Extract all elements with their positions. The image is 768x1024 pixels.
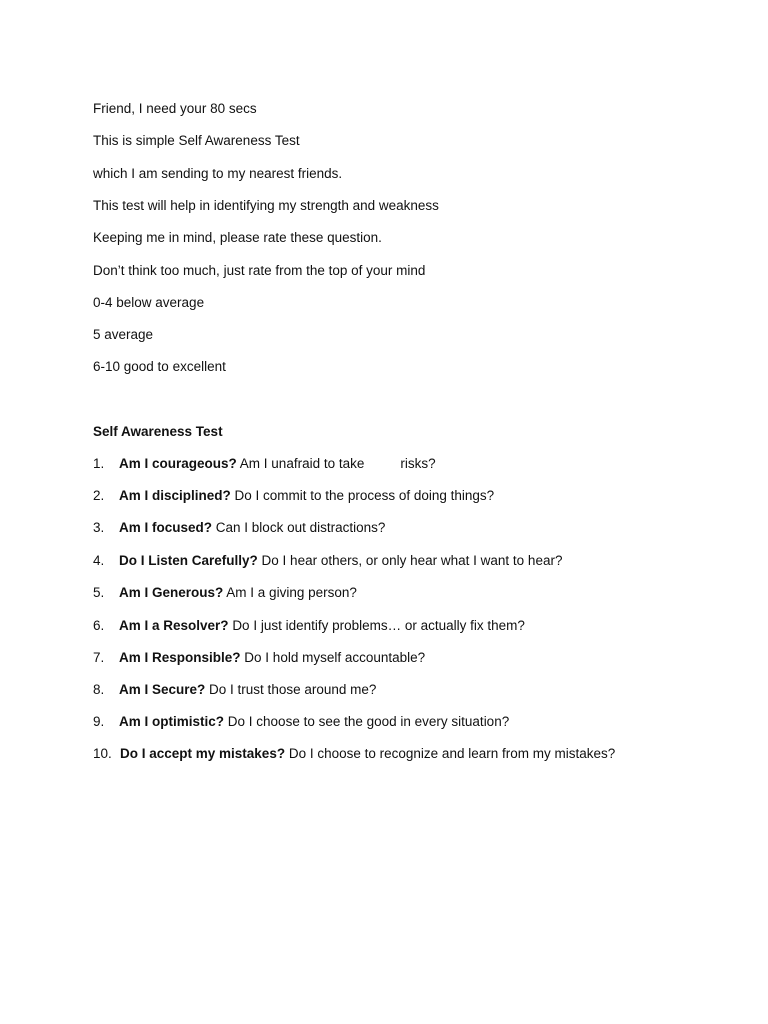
question-bold: Am I focused? (119, 520, 213, 535)
question-bold: Am I disciplined? (119, 488, 231, 503)
intro-line-5: Keeping me in mind, please rate these question. (93, 230, 382, 245)
question-row (93, 649, 425, 667)
question-number: 10. (93, 746, 112, 761)
question-text: Do I hear others, or only hear what I want to hear? (261, 553, 563, 568)
question-row (93, 745, 615, 763)
question-row (93, 617, 525, 635)
scale-good-to-excellent: 6-10 good to excellent (93, 359, 226, 374)
question-text: Am I unafraid to take (239, 456, 365, 471)
question-text: Can I block out distractions? (215, 520, 386, 535)
section-title: Self Awareness Test (93, 424, 223, 439)
question-text: Do I hold myself accountable? (244, 650, 426, 665)
intro-line-6: Don’t think too much, just rate from the top of your mind (93, 263, 426, 278)
scale-below-average: 0-4 below average (93, 295, 205, 310)
question-number: 1. (93, 456, 105, 471)
question-bold: Am I a Resolver? (119, 618, 229, 633)
question-bold: Do I Listen Carefully? (119, 553, 258, 568)
question-text: Do I commit to the process of doing things? (234, 488, 495, 503)
question-row (93, 487, 494, 505)
question-number: 7. (93, 650, 105, 665)
question-row (93, 584, 357, 602)
question-bold: Am I courageous? (119, 456, 237, 471)
question-number: 5. (93, 585, 105, 600)
question-text: Do I choose to recognize and learn from my mistakes? (288, 746, 616, 761)
question-row (93, 681, 376, 699)
question-number: 8. (93, 682, 105, 697)
question-bold: Am I Generous? (119, 585, 224, 600)
question-number: 6. (93, 618, 105, 633)
question-text: Do I trust those around me? (209, 682, 377, 697)
question-text: Do I choose to see the good in every situation? (227, 714, 510, 729)
question-row (93, 713, 509, 731)
question-number: 2. (93, 488, 105, 503)
question-number: 4. (93, 553, 105, 568)
intro-line-2: This is simple Self Awareness Test (93, 133, 300, 148)
intro-line-3: which I am sending to my nearest friends. (93, 166, 343, 181)
question-row (93, 519, 385, 537)
question-bold: Do I accept my mistakes? (120, 746, 286, 761)
question-text: Am I a giving person? (226, 585, 357, 600)
question-row (93, 552, 562, 570)
question-number: 9. (93, 714, 105, 729)
question-number: 3. (93, 520, 105, 535)
scale-average: 5 average (93, 327, 154, 342)
intro-line-1: Friend, I need your 80 secs (93, 101, 257, 116)
question-bold: Am I Responsible? (119, 650, 241, 665)
question-text-continued: risks? (400, 456, 436, 471)
question-row (93, 455, 436, 473)
question-bold: Am I Secure? (119, 682, 206, 697)
intro-line-4: This test will help in identifying my strength and weakness (93, 198, 439, 213)
question-bold: Am I optimistic? (119, 714, 225, 729)
question-text: Do I just identify problems… or actually fix them? (232, 618, 525, 633)
